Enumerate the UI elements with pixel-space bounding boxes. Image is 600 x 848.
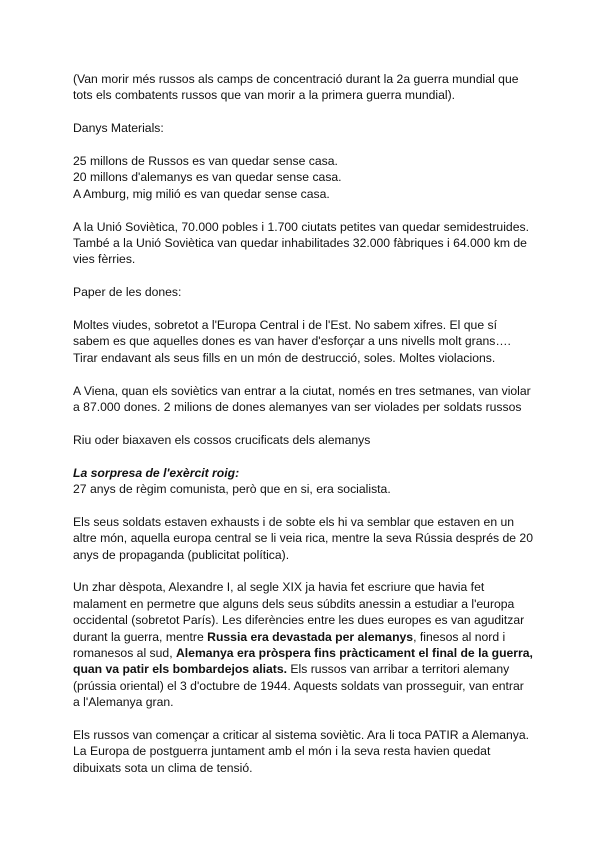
tsar-bold-text: Alemanya era pròspera fins pràcticament el final de la guerra, quan va patir els bombardejos aliats. (73, 646, 533, 677)
surprise-heading: La sorpresa de l'exèrcit roig: (73, 465, 240, 480)
material-line: 25 millons de Russos es van quedar sense casa. (73, 154, 338, 168)
material-heading: Danys Materials: (73, 121, 164, 136)
material-line: A Amburg, mig milió es van quedar sense casa. (73, 186, 330, 201)
surprise-line: 27 anys de règim comunista, però que en si, era socialista. (73, 482, 391, 497)
women-paragraph: Moltes viudes, sobretot a l'Europa Central i de l'Est. No sabem xifres. El que sí sabem es que aquelles dones es van haver d'esforçar a uns nivells molt grans…. Tirar endavant als seus fills en un món de destrucció, soles. Moltes violacions. (73, 318, 511, 365)
intro-paragraph: (Van morir més russos als camps de concentració durant la 2a guerra mundial que tots els combatents russos que van morir a la primera guerra mundial). (73, 72, 519, 103)
soviet-damage-paragraph: A la Unió Soviètica, 70.000 pobles i 1.700 ciutats petites van quedar semidestruides. També a la Unió Soviètica van quedar inhabilitades 32.000 fàbriques i 64.000 km de vies fèrries. (73, 219, 529, 267)
tsar-text-part: Els russos van arribar a territori alemany (prússia oriental) el 3 d'octubre de 1944. Aquests soldats van prosseguir, van entrar a l'Alemanya gran. (73, 662, 524, 710)
vienna-paragraph: A Viena, quan els soviètics van entrar a la ciutat, només en tres setmanes, van violar a 87.000 dones. 2 milions de dones alemanyes van ser violades per soldats russos (73, 383, 531, 415)
soldiers-paragraph: Els seus soldats estaven exhausts i de sobte els hi va semblar que estaven en un altre món, aquella europa central se li veia rica, mentre la seva Rússia després de 20 anys de propaganda (publicitat política). (73, 514, 533, 562)
tsar-text-part: , finesos al nord i romanesos al sud, (73, 629, 506, 661)
closing-paragraph: Els russos van començar a criticar al sistema soviètic. Ara li toca PATIR a Alemanya. La Europa de postguerra juntament amb el món i la seva resta havien quedat dibuixats sota un clima de tensió. (73, 728, 530, 775)
document-page (73, 71, 533, 776)
river-paragraph: Riu oder biaxaven els cossos crucificats dels alemanys (73, 432, 371, 447)
women-heading: Paper de les dones: (73, 285, 182, 300)
tsar-text-part: Un zhar dèspota, Alexandre I, al segle XIX ja havia fet escriure que havia fet malament en permetre que alguns dels seus súbdits anessin a estudiar a l'europa occidental (sobretot París). Les diferències entre les dues europes es van aguditzar durant la guerra, mentre (73, 580, 525, 644)
material-line: 20 millons d'alemanys es van quedar sense casa. (73, 170, 342, 185)
tsar-bold-text: Russia era devastada per alemanys (207, 629, 414, 644)
tsar-paragraph (73, 579, 533, 710)
